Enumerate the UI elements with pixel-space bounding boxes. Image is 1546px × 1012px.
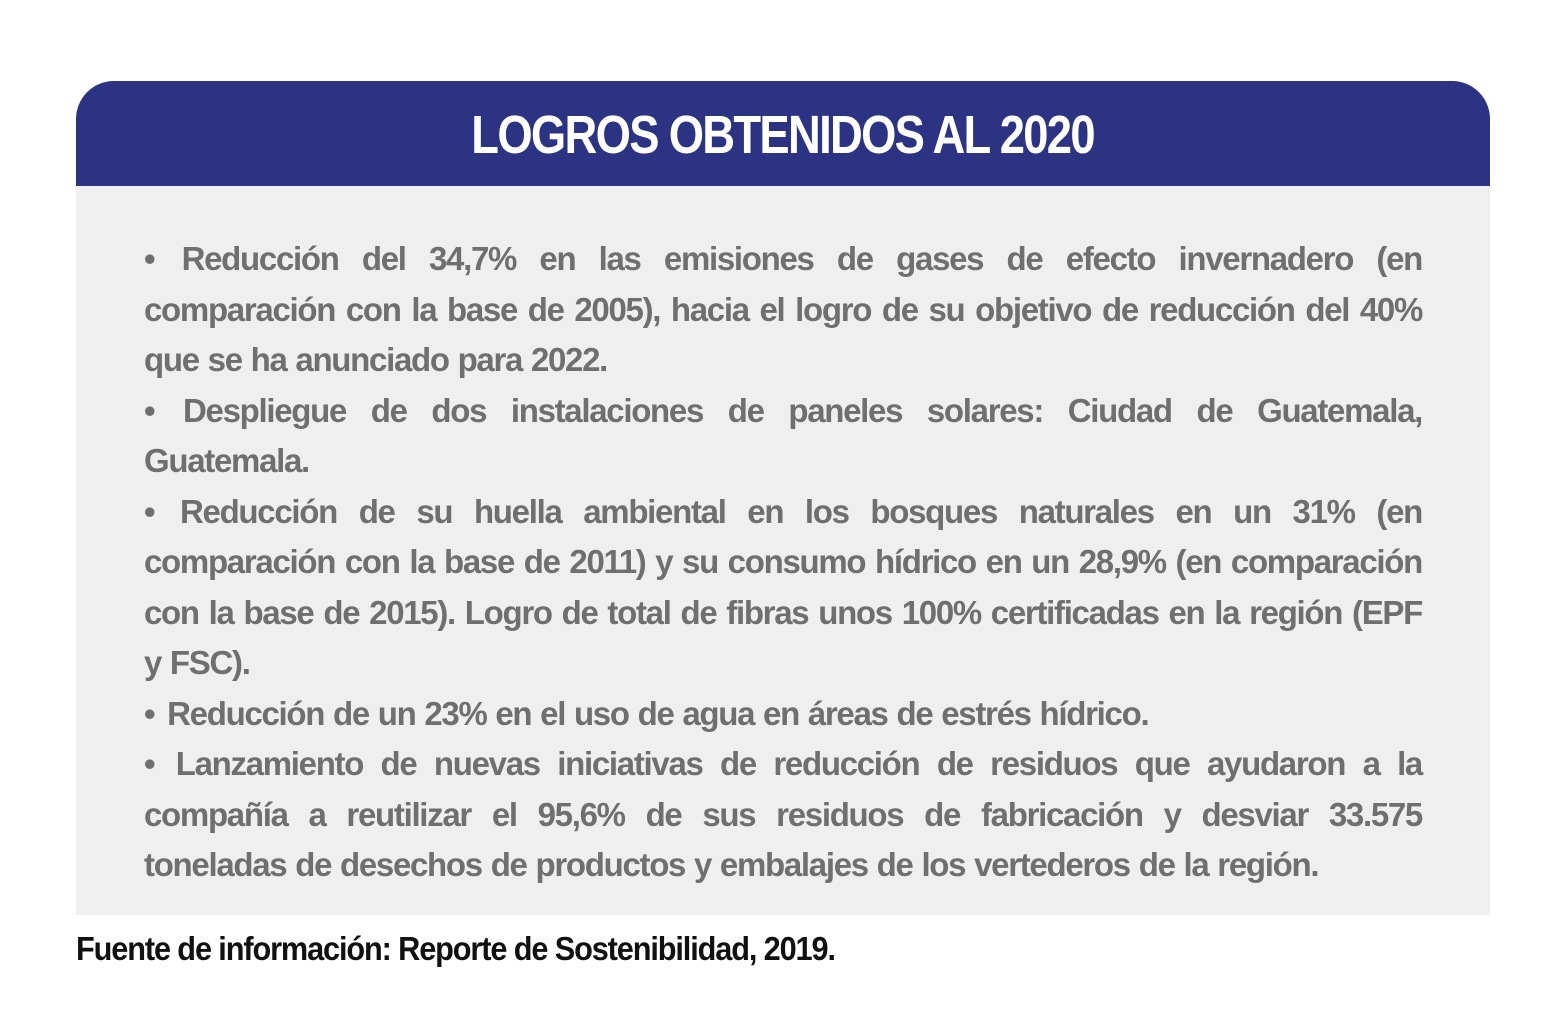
achievement-text: Reducción del 34,7% en las emisiones de gases de efecto invernadero (en comparación con la base de 2005), hacia el logro de su objetivo de reducción del 40% que se ha anunciado para 2022. [144, 240, 1423, 378]
bullet-icon: • [144, 240, 155, 277]
bullet-icon: • [144, 492, 155, 530]
achievements-body [76, 186, 1490, 915]
achievements-box [76, 81, 1490, 915]
achievement-text: Lanzamiento de nuevas iniciativas de reducción de residuos que ayudaron a la compañía a reutilizar el 95,6% de sus residuos de fabricación y desviar 33.575 toneladas de desechos de productos y embalajes de los vertederos de la región. [144, 745, 1422, 883]
bullet-icon: • [144, 745, 155, 782]
source-note: Fuente de información: Reporte de Sostenibilidad, 2019. [76, 930, 835, 967]
achievement-text: Despliegue de dos instalaciones de paneles solares: Ciudad de Guatemala, Guatemala. [144, 391, 1422, 479]
achievement-text: Reducción de su huella ambiental en los bosques naturales en un 31% (en comparación con la base de 2011) y su consumo hídrico en un 28,9% (en comparación con la base de 2015). Logro de total de fibras unos 100% certificadas en la región (EPF y FSC). [144, 492, 1422, 681]
achievements-title: LOGROS OBTENIDOS AL 2020 [471, 104, 1095, 165]
achievement-item [144, 739, 1422, 891]
achievement-item [144, 689, 1422, 740]
achievement-item [144, 386, 1422, 487]
achievements-header [76, 81, 1490, 186]
achievements-list [144, 234, 1422, 891]
bullet-icon: • [144, 694, 155, 732]
bullet-icon: • [144, 391, 155, 429]
achievement-item [144, 487, 1422, 689]
achievement-text: Reducción de un 23% en el uso de agua en áreas de estrés hídrico. [167, 694, 1149, 732]
achievement-item [144, 234, 1422, 386]
